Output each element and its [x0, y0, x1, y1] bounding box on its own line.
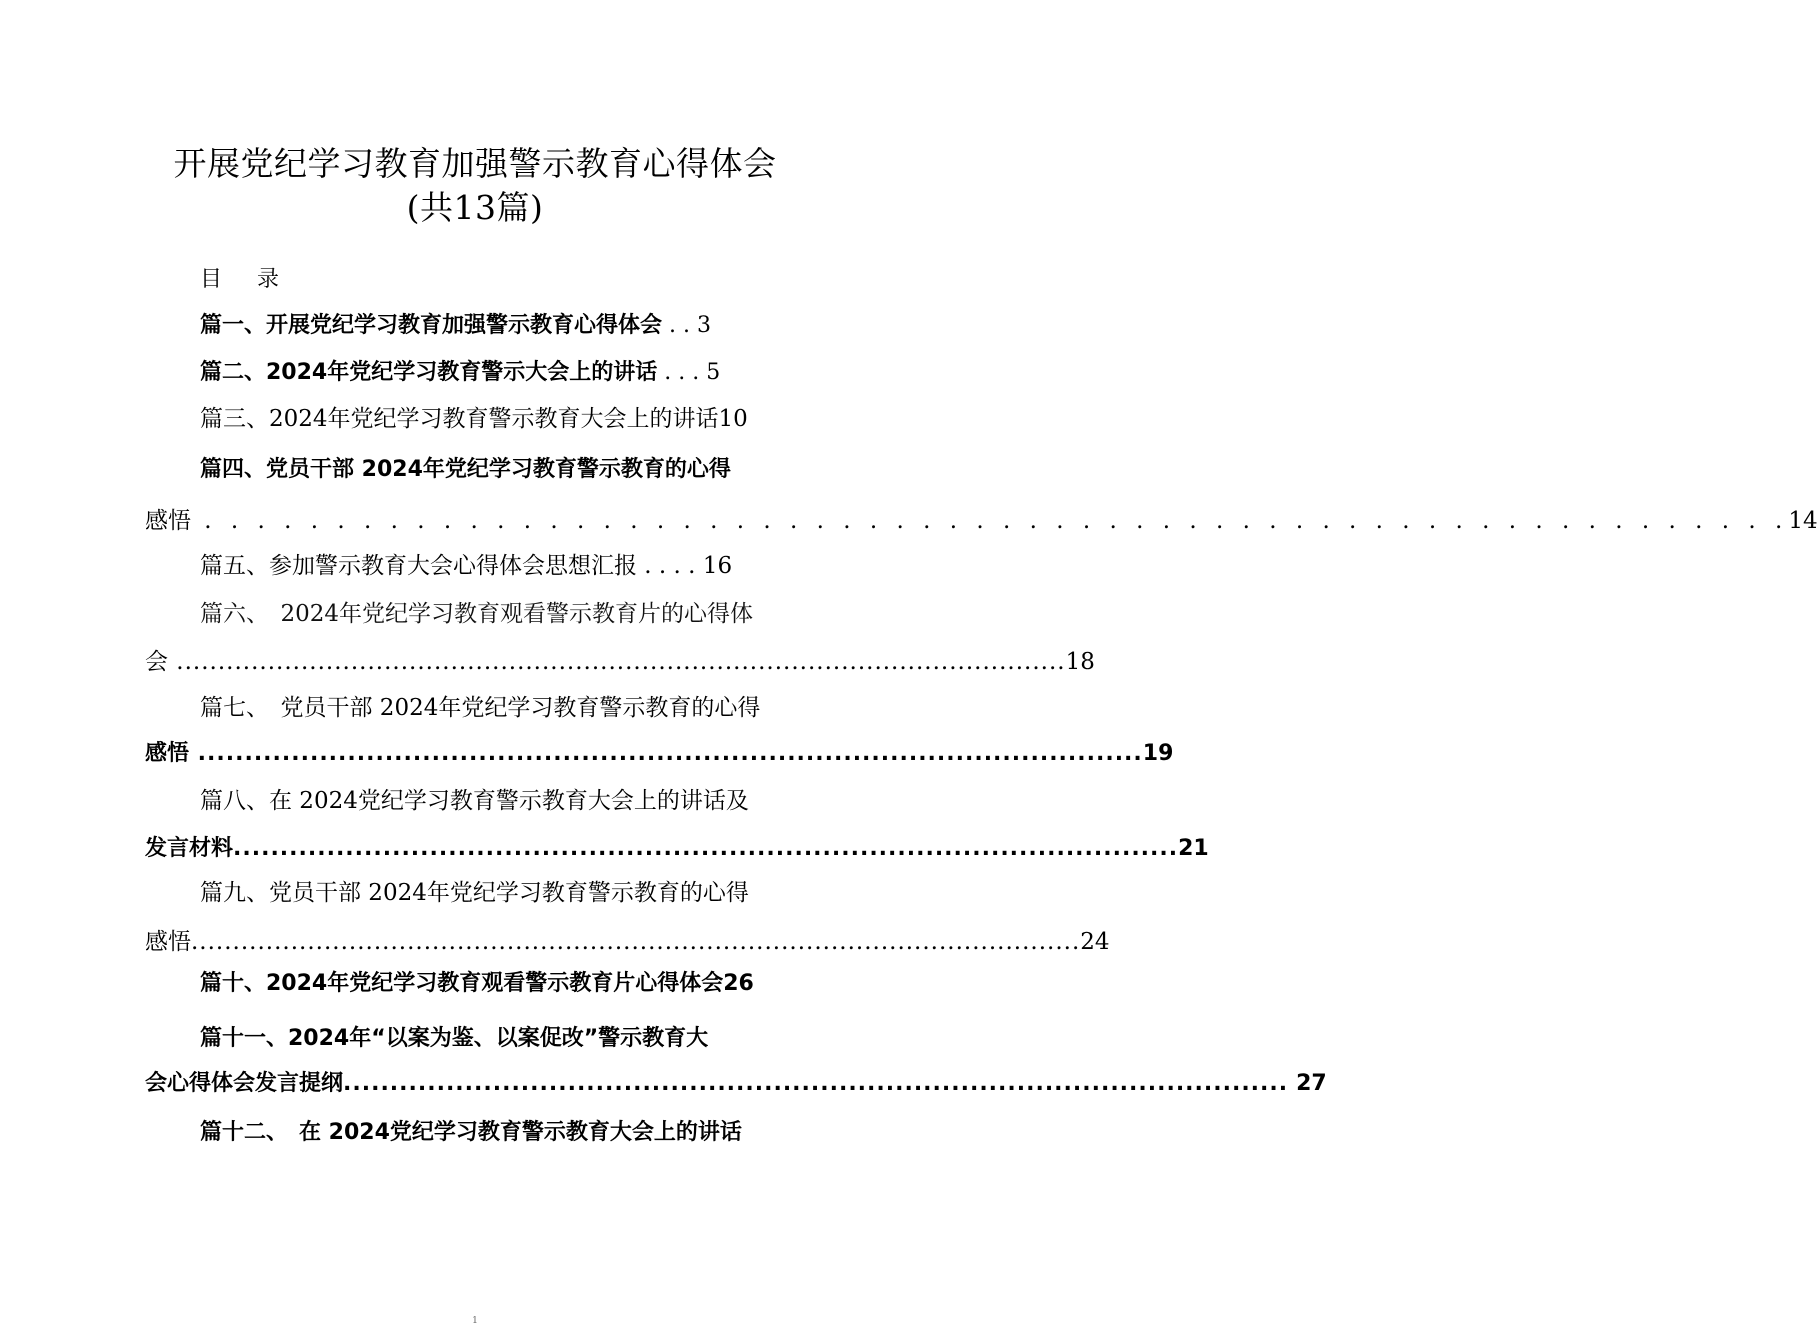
toc-entry-cont: 会 [145, 649, 168, 675]
toc-leader: . . . . . . . . . . . . . . . . . . . . . . . . . . . . . . . . . . . . . . . . . . . . . . . . . . . . . . . . . . . . [191, 508, 1789, 534]
toc-entry-3[interactable] [200, 403, 748, 435]
toc-entry-8-cont [145, 833, 1209, 865]
toc-leader: ..................................................................................................... [233, 836, 1179, 861]
toc-entry-6-cont [145, 646, 1095, 678]
toc-entry-4[interactable] [200, 454, 731, 486]
toc-entry-cont: 感悟 [145, 929, 191, 955]
toc-entry-cont: 发言材料 [145, 836, 234, 861]
page-number: 1 [472, 1316, 478, 1326]
toc-entry-11[interactable] [200, 1023, 708, 1055]
toc-entry-text: 篇六、 2024年党纪学习教育观看警示教育片的心得体 [200, 601, 754, 627]
toc-leader: ........................................................................................................... [191, 929, 1081, 955]
toc-entry-text: 篇八、在 2024党纪学习教育警示教育大会上的讲话及 [200, 788, 749, 814]
toc-entry-text: 篇十、2024年党纪学习教育观看警示教育片心得体会 [200, 971, 724, 996]
toc-leader: . . . [657, 360, 707, 385]
toc-leader: ..................................................................................................... [343, 1071, 1289, 1096]
toc-leader: . . . . [637, 553, 703, 579]
toc-leader: ..................................................................................................... [189, 741, 1143, 766]
toc-page-number: 26 [723, 971, 754, 996]
toc-entry-text: 篇十一、2024年“以案为鉴、以案促改”警示教育大 [200, 1026, 709, 1051]
toc-page-number: 10 [718, 406, 748, 432]
toc-entry-text: 篇三、2024年党纪学习教育警示教育大会上的讲话 [200, 406, 719, 432]
toc-page-number: 5 [706, 360, 721, 385]
toc-page-number: 14 [1788, 508, 1818, 534]
toc-page-number: 16 [702, 553, 733, 579]
toc-entry-text: 篇九、党员干部 2024年党纪学习教育警示教育的心得 [200, 880, 749, 906]
toc-entry-7-cont [145, 738, 1174, 770]
toc-entry-7[interactable] [200, 692, 760, 724]
toc-page-number: 3 [696, 313, 711, 338]
toc-entry-10[interactable] [200, 968, 754, 1000]
document-subtitle: (共13篇) [406, 188, 544, 227]
toc-page-number: 18 [1065, 649, 1095, 675]
toc-page-number: 24 [1080, 929, 1110, 955]
toc-entry-text: 篇十二、 在 2024党纪学习教育警示教育大会上的讲话 [200, 1120, 742, 1145]
toc-entry-cont: 感悟 [145, 741, 190, 766]
toc-page-number: 19 [1142, 741, 1174, 766]
toc-entry-8[interactable] [200, 785, 749, 817]
toc-heading: 目 录 [200, 267, 293, 292]
toc-leader: . . [662, 313, 697, 338]
toc-entry-text: 篇一、开展党纪学习教育加强警示教育心得体会 [200, 313, 663, 338]
toc-entry-12[interactable] [200, 1117, 742, 1149]
toc-entry-cont: 感悟 [145, 508, 191, 534]
toc-entry-text: 篇四、党员干部 2024年党纪学习教育警示教育的心得 [200, 457, 731, 482]
toc-entry-5[interactable] [200, 550, 732, 582]
toc-entry-11-cont [145, 1068, 1327, 1100]
toc-page-number: 21 [1178, 836, 1209, 861]
toc-entry-9[interactable] [200, 877, 749, 909]
toc-leader: ........................................................................................................... [168, 649, 1066, 675]
toc-entry-cont: 会心得体会发言提纲 [145, 1071, 344, 1096]
toc-page-number: 27 [1296, 1071, 1327, 1096]
toc-entry-text: 篇七、 党员干部 2024年党纪学习教育警示教育的心得 [200, 695, 761, 721]
toc-entry-1[interactable] [200, 310, 711, 342]
toc-entry-text: 篇二、2024年党纪学习教育警示大会上的讲话 [200, 360, 658, 385]
toc-entry-4-cont [145, 505, 1818, 537]
toc-entry-2[interactable] [200, 357, 720, 389]
toc-entry-6[interactable] [200, 598, 753, 630]
toc-entry-9-cont [145, 926, 1110, 958]
document-title: 开展党纪学习教育加强警示教育心得体会 [173, 144, 777, 183]
toc-entry-text: 篇五、参加警示教育大会心得体会思想汇报 [200, 553, 637, 579]
